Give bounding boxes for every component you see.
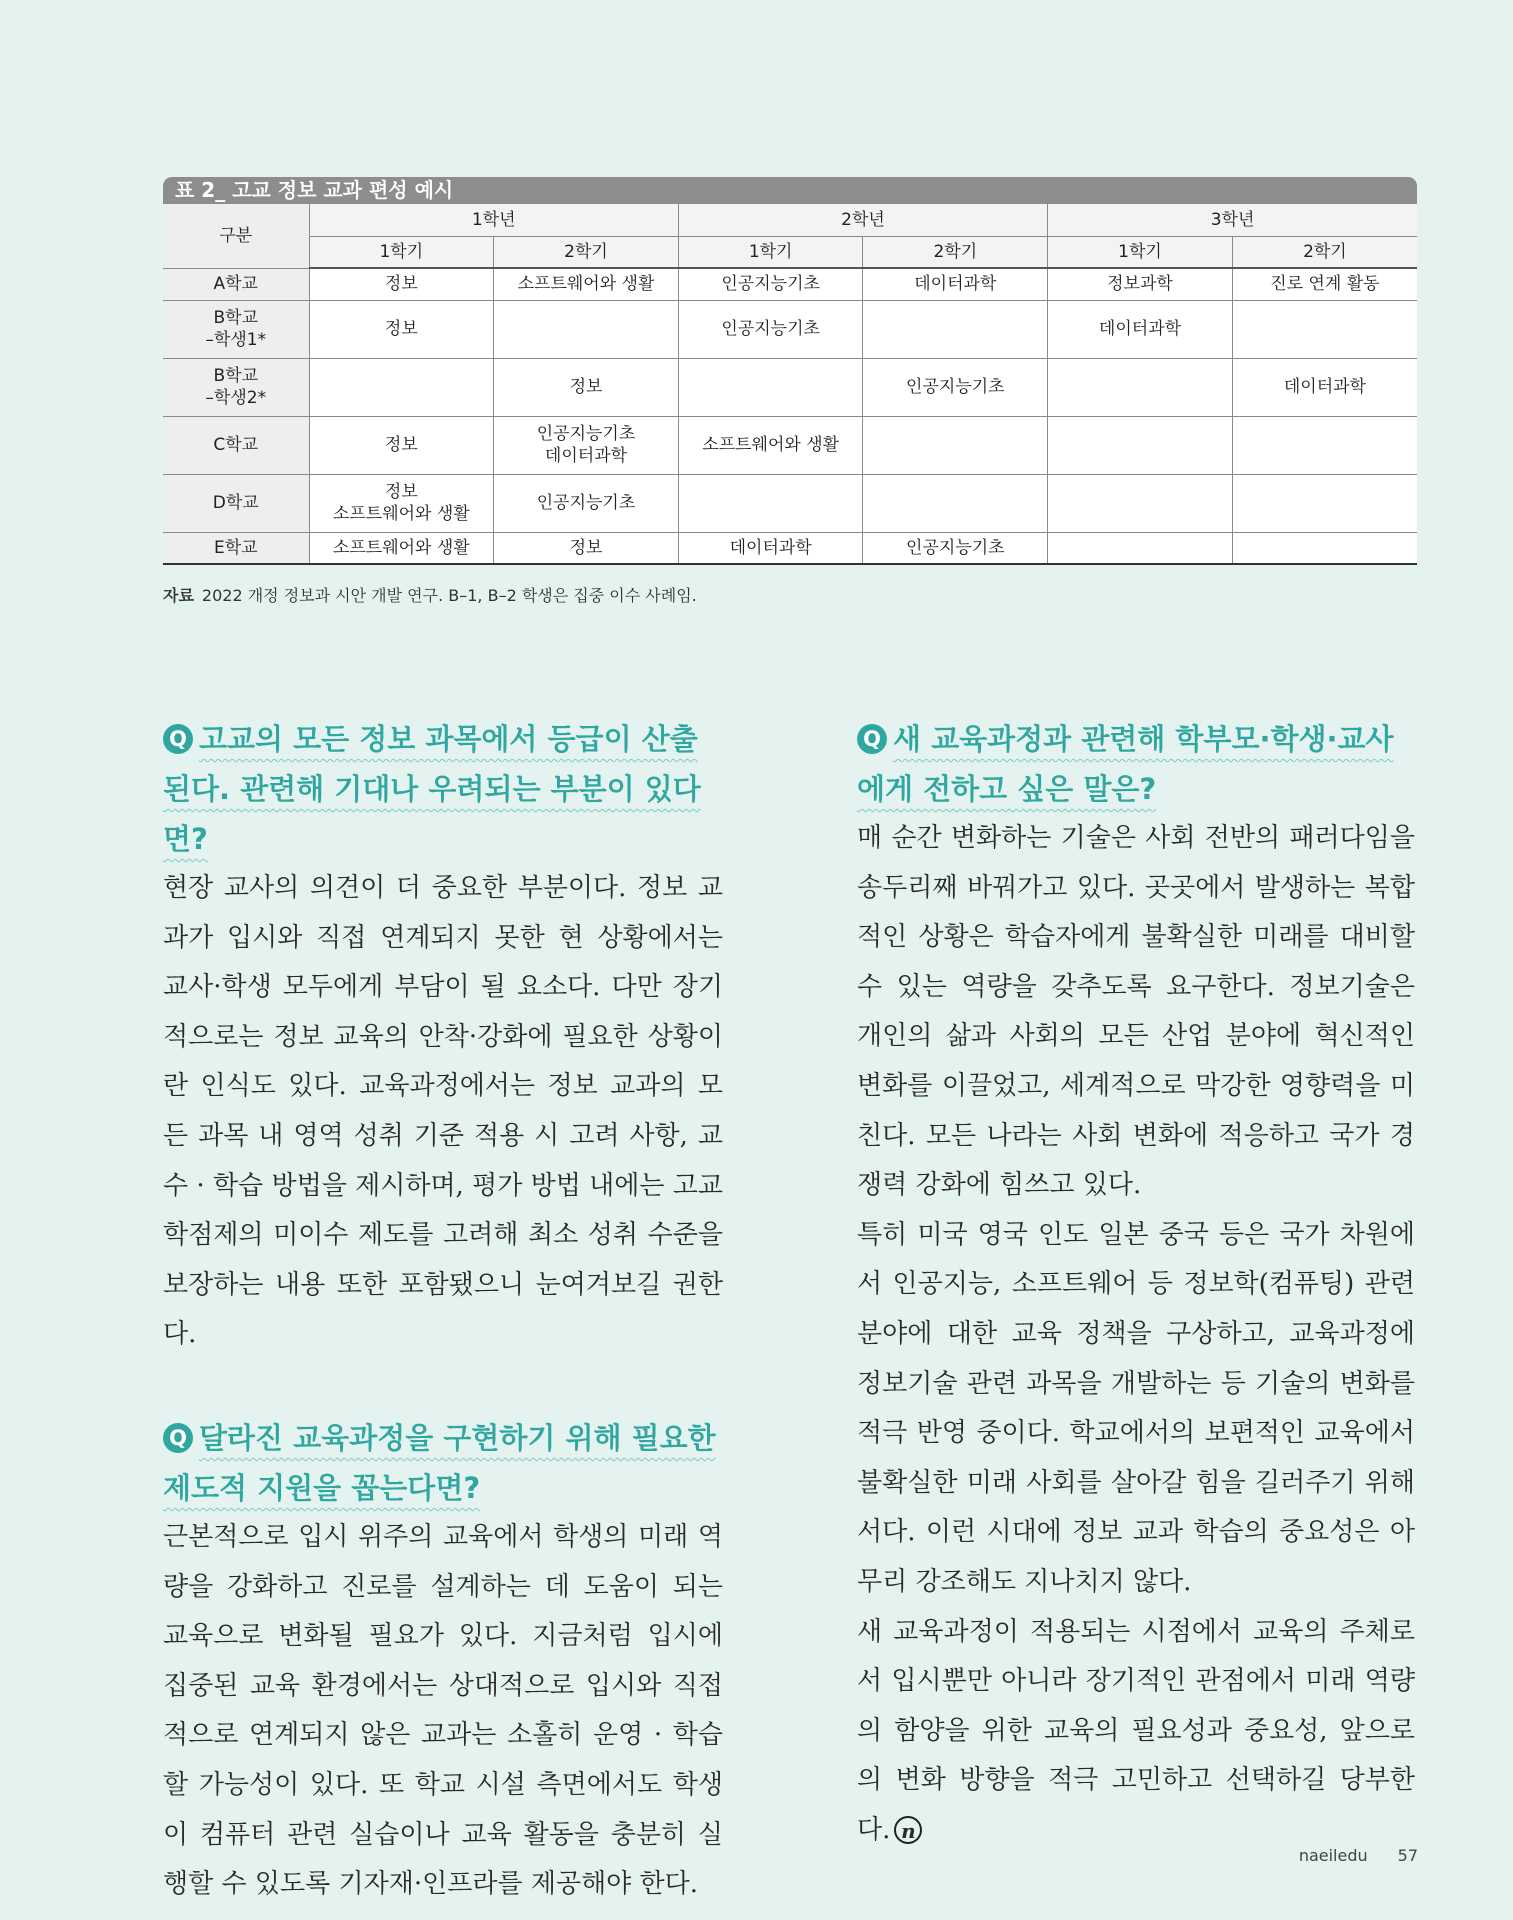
q-icon: Q [857, 724, 887, 754]
course-cell: 데이터과학 [1048, 300, 1233, 358]
school-label: C학교 [163, 416, 309, 474]
table-title: 표 2_ 고교 정보 교과 편성 예시 [163, 177, 1417, 204]
course-cell: 소프트웨어와 생활 [494, 268, 679, 300]
course-cell [1232, 416, 1417, 474]
curriculum-table [163, 204, 1417, 565]
course-cell [863, 416, 1048, 474]
answer-paragraph: 현장 교사의 의견이 더 중요한 부분이다. 정보 교과가 입시와 직접 연계되지 못한 현 상황에서는 교사·학생 모두에게 부담이 될 요소다. 다만 장기적으로는 정보 교육의 안착·강화에 필요한 상황이란 인식도 있다. 교육과정에서는 정보 교과의 모든 과목 내 영역 성취 기준 적용 시 고려 사항, 교수 · 학습 방법을 제시하며, 평가 방법 내에는 고교학점제의 미이수 제도를 고려해 최소 성취 수준을 보장하는 내용 또한 포함됐으니 눈여겨보길 권한다. [163, 873, 723, 1350]
course-cell: 인공지능기초 데이터과학 [494, 416, 679, 474]
curriculum-table-section [163, 177, 1417, 565]
answer-paragraph: 특히 미국 영국 인도 일본 중국 등은 국가 차원에서 인공지능, 소프트웨어 등 정보학(컴퓨팅) 관련 분야에 대한 교육 정책을 구상하고, 교육과정에 정보기술 관련 과목을 개발하는 등 기술의 변화를 적극 반영 중이다. 학교에서의 보편적인 교육에서 불확실한 미래 사회를 살아갈 힘을 길러주기 위해서다. 이런 시대에 정보 교과 학습의 중요성은 아무리 강조해도 지나치지 않다. [857, 1219, 1415, 1597]
course-cell [863, 300, 1048, 358]
table-source [163, 583, 697, 606]
course-cell [1048, 532, 1233, 564]
course-cell [309, 358, 494, 416]
course-cell: 인공지능기초 [678, 268, 863, 300]
course-cell: 데이터과학 [1232, 358, 1417, 416]
footer-brand: naeiledu [1298, 1846, 1368, 1865]
table-row [163, 416, 1417, 474]
semester-header: 1학기 [1048, 236, 1233, 268]
table-row [163, 300, 1417, 358]
course-cell: 소프트웨어와 생활 [678, 416, 863, 474]
right-column [857, 714, 1415, 1855]
semester-header: 1학기 [309, 236, 494, 268]
question-heading [857, 714, 1415, 814]
year-header: 2학년 [678, 204, 1047, 236]
question-heading [163, 1413, 723, 1513]
course-cell [1048, 416, 1233, 474]
course-cell [678, 358, 863, 416]
end-mark-icon: n [894, 1816, 922, 1844]
course-cell: 데이터과학 [863, 268, 1048, 300]
table-row [163, 474, 1417, 532]
question-heading [163, 714, 723, 864]
semester-header: 1학기 [678, 236, 863, 268]
answer-text: 새 교육과정이 적용되는 시점에서 교육의 주체로서 입시뿐만 아니라 장기적인 관점에서 미래 역량의 함양을 위한 교육의 필요성과 중요성, 앞으로의 변화 방향을 적극 고민하고 선택하길 당부한다. [857, 1616, 1415, 1845]
course-cell: 인공지능기초 [494, 474, 679, 532]
course-cell: 인공지능기초 [863, 358, 1048, 416]
row-header: 구분 [163, 204, 309, 268]
school-label: A학교 [163, 268, 309, 300]
course-cell [1232, 300, 1417, 358]
course-cell [1048, 474, 1233, 532]
course-cell: 정보과학 [1048, 268, 1233, 300]
course-cell [1232, 532, 1417, 564]
question-text: 고교의 모든 정보 과목에서 등급이 산출된다. 관련해 기대나 우려되는 부분이 있다면? [163, 722, 701, 856]
course-cell: 정보 [494, 358, 679, 416]
course-cell: 진로 연계 활동 [1232, 268, 1417, 300]
page-number: 57 [1397, 1846, 1418, 1865]
course-cell: 정보 [309, 416, 494, 474]
question-text: 달라진 교육과정을 구현하기 위해 필요한 제도적 지원을 꼽는다면? [163, 1420, 716, 1505]
question-text: 새 교육과정과 관련해 학부모·학생·교사에게 전하고 싶은 말은? [857, 722, 1394, 806]
course-cell: 데이터과학 [678, 532, 863, 564]
answer-paragraph: 근본적으로 입시 위주의 교육에서 학생의 미래 역량을 강화하고 진로를 설계하는 데 도움이 되는 교육으로 변화될 필요가 있다. 지금처럼 입시에 집중된 교육 환경에서는 상대적으로 입시와 직접적으로 연계되지 않은 교과는 소홀히 운영 · 학습할 가능성이 있다. 또 학교 시설 측면에서도 학생이 컴퓨터 관련 실습이나 교육 활동을 충분히 실행할 수 있도록 기자재·인프라를 제공해야 한다. [163, 1521, 723, 1900]
year-header: 1학년 [309, 204, 678, 236]
course-cell: 정보 소프트웨어와 생활 [309, 474, 494, 532]
school-label: B학교 –학생2* [163, 358, 309, 416]
page-footer [1269, 1846, 1418, 1865]
table-row [163, 358, 1417, 416]
semester-header: 2학기 [494, 236, 679, 268]
course-cell: 정보 [309, 300, 494, 358]
semester-header: 2학기 [863, 236, 1048, 268]
course-cell [1232, 474, 1417, 532]
table-row [163, 532, 1417, 564]
left-column [163, 714, 723, 1910]
course-cell [678, 474, 863, 532]
course-cell: 정보 [494, 532, 679, 564]
course-cell: 인공지능기초 [678, 300, 863, 358]
source-label: 자료 [163, 586, 194, 605]
table-row [163, 268, 1417, 300]
course-cell: 정보 [309, 268, 494, 300]
school-label: D학교 [163, 474, 309, 532]
course-cell: 인공지능기초 [863, 532, 1048, 564]
course-cell: 소프트웨어와 생활 [309, 532, 494, 564]
course-cell [1048, 358, 1233, 416]
answer-paragraph: 매 순간 변화하는 기술은 사회 전반의 패러다임을 송두리째 바꿔가고 있다. 곳곳에서 발생하는 복합적인 상황은 학습자에게 불확실한 미래를 대비할 수 있는 역량을 갖추도록 요구한다. 정보기술은 개인의 삶과 사회의 모든 산업 분야에 혁신적인 변화를 이끌었고, 세계적으로 막강한 영향력을 미친다. 모든 나라는 사회 변화에 적응하고 국가 경쟁력 강화에 힘쓰고 있다. [857, 823, 1415, 1201]
school-label: B학교 –학생1* [163, 300, 309, 358]
q-icon: Q [163, 1423, 193, 1453]
q-icon: Q [163, 724, 193, 754]
year-header: 3학년 [1048, 204, 1417, 236]
course-cell [494, 300, 679, 358]
semester-header: 2학기 [1232, 236, 1417, 268]
answer-paragraph [857, 1608, 1415, 1856]
source-text: 2022 개정 정보과 시안 개발 연구. B–1, B–2 학생은 집중 이수 사례임. [201, 586, 697, 605]
school-label: E학교 [163, 532, 309, 564]
course-cell [863, 474, 1048, 532]
